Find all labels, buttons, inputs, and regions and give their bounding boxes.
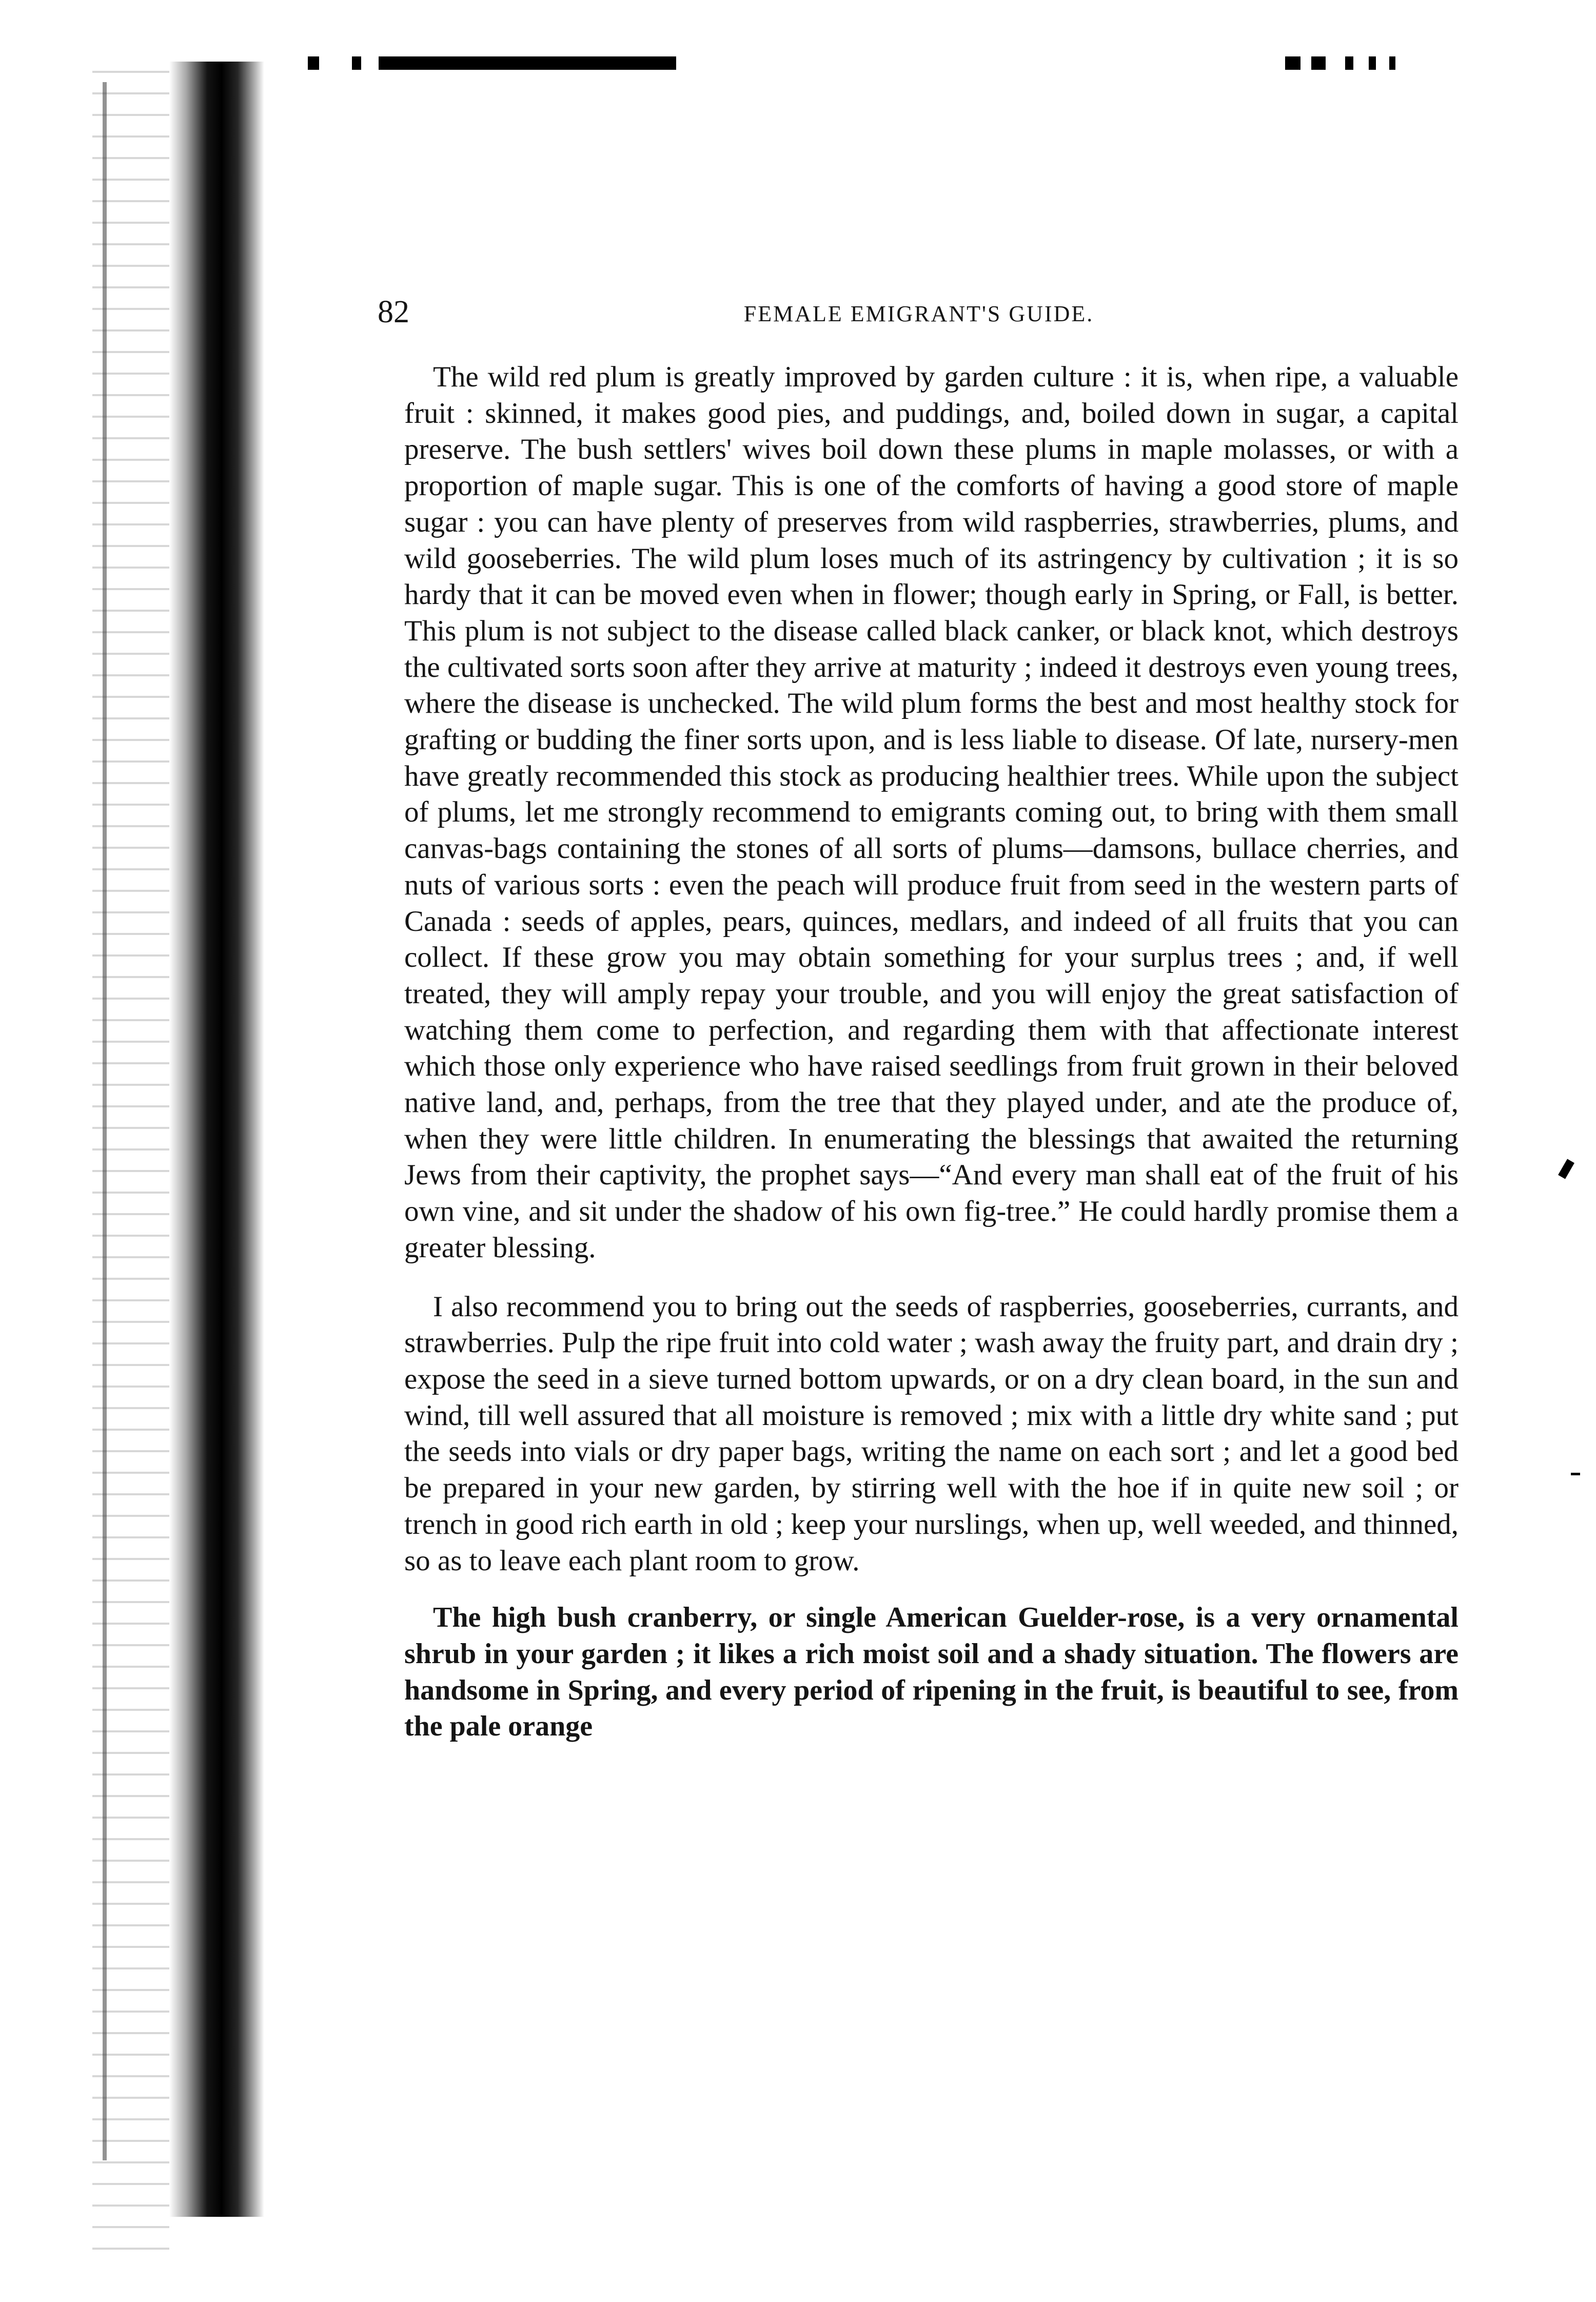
scan-mark-top-right-1: [1285, 56, 1301, 70]
binding-edge-shadow: [169, 62, 264, 2217]
page-body: [404, 359, 1459, 1765]
running-head: FEMALE EMIGRANT'S GUIDE.: [743, 301, 1094, 326]
binding-line: [103, 82, 107, 2160]
margin-mark-right-small: [1571, 1473, 1580, 1475]
page-header: [378, 291, 1460, 333]
scan-mark-top-left-3: [379, 56, 676, 70]
paragraph-seeds: I also recommend you to bring out the seeds of raspberries, gooseberries, currants, and strawberries. Pulp the ripe fruit into cold water ; wash away the fruity part, and drain dry ; expose the seed in a sieve turned bottom upwards, or on a dry clean board, in the sun and wind, till well assured that all moisture is removed ; mix with a little dry white sand ; put the seeds into vials or dry paper bags, writing the name on each sort ; and let a good bed be prepared in your new garden, by stirring well with the hoe if in quite new soil ; or trench in good rich earth in old ; keep your nurslings, when up, well weeded, and thinned, so as to leave each plant room to grow.: [404, 1290, 1459, 1577]
page-number: 82: [378, 295, 409, 329]
paragraph-cranberry: The high bush cranberry, or single American Guelder-rose, is a very ornamental shrub in your garden ; it likes a rich moist soil and a shady situation. The flowers are handsome in Spring, and every period of ripening in the fruit, is beautiful to see, from the pale orange: [404, 1602, 1459, 1743]
scan-mark-top-right-5: [1389, 56, 1395, 70]
scan-mark-top-right-4: [1369, 56, 1376, 70]
paragraph-wild-plum: The wild red plum is greatly improved by garden culture : it is, when ripe, a valuable fruit : skinned, it makes good pies, and puddings, and, boiled down in sugar, a capital preserve. The bush settlers' wives boil down these plums in maple molasses, or with a proportion of maple sugar. This is one of the comforts of having a good store of maple sugar : you can have plenty of preserves from wild raspberries, strawberries, plums, and wild gooseberries. The wild plum loses much of its astringency by cultivation ; it is so hardy that it can be moved even when in flower; though early in Spring, or Fall, is better. This plum is not subject to the disease called black canker, or black knot, which destroys the cultivated sorts soon after they arrive at maturity ; indeed it destroys even young trees, where the disease is unchecked. The wild plum forms the best and most healthy stock for grafting or budding the finer sorts upon, and is less liable to disease. Of late, nursery-men have greatly recommended this stock as producing healthier trees. While upon the subject of plums, let me strongly recommend to emigrants coming out, to bring with them small canvas-bags containing the stones of all sorts of plums—damsons, bullace cherries, and nuts of various sorts : even the peach will produce fruit from seed in the western parts of Canada : seeds of apples, pears, quinces, medlars, and indeed of all fruits that you can collect. If these grow you may obtain something for your surplus trees ; and, if well treated, they will amply repay your trouble, and you will enjoy the great satisfaction of watching them come to perfection, and regarding them with that affectionate interest which those only experience who have raised seedlings from fruit grown in their beloved native land, and, perhaps, from the tree that they played under, and ate the produce of, when they were little children. In enumerating the blessings that awaited the returning Jews from their captivity, the prophet says—“And every man shall eat of the fruit of his own vine, and sit under the shadow of his own fig-tree.” He could hardly promise them a greater blessing.: [404, 361, 1459, 1264]
scan-mark-top-left-2: [352, 56, 361, 70]
scan-mark-top-right-2: [1311, 56, 1326, 70]
scan-mark-top-right-3: [1345, 56, 1353, 70]
scan-mark-top-left-1: [308, 56, 319, 70]
margin-mark-right: [1558, 1159, 1574, 1179]
